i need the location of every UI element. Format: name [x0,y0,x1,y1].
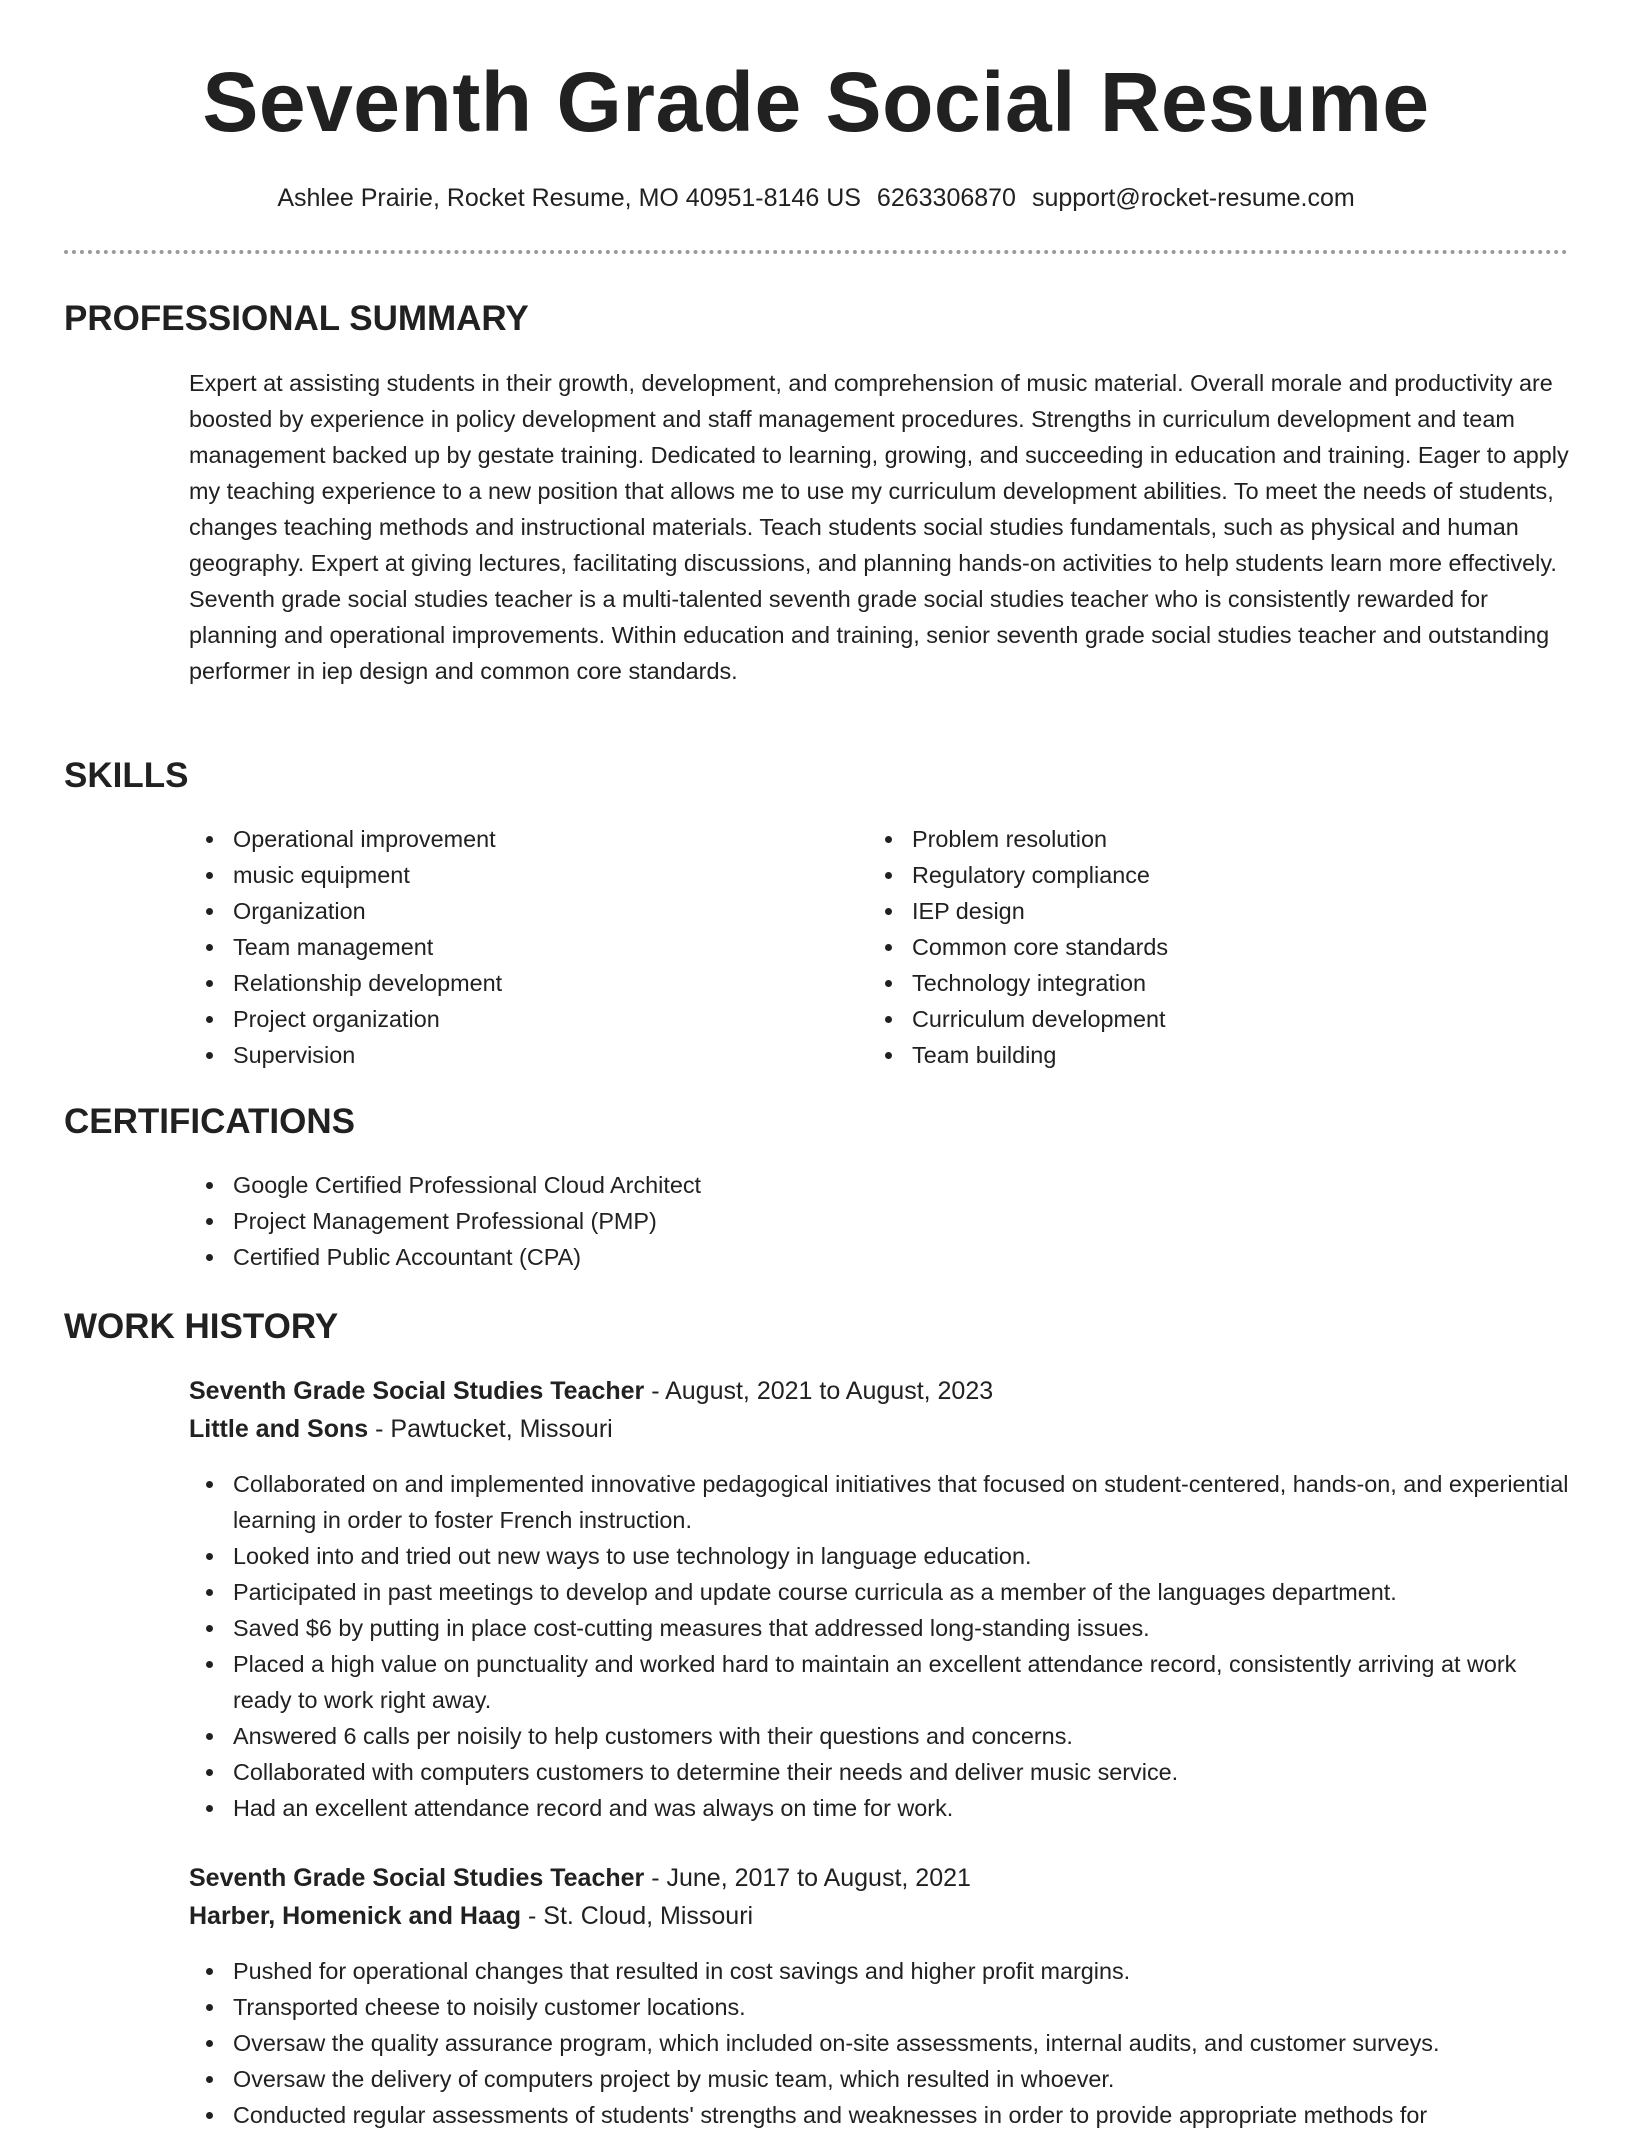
job-bullet: Collaborated on and implemented innovative pedagogical initiatives that focused on student-centered, hands-on, and experiential learning in order to foster French instruction. [189,1466,1569,1538]
certification-item: Project Management Professional (PMP) [189,1203,1569,1239]
skill-item: Technology integration [868,965,1508,1001]
job-bullet: Had an excellent attendance record and was always on time for work. [189,1790,1569,1826]
skill-item: Common core standards [868,929,1508,965]
job-dates: - August, 2021 to August, 2023 [644,1377,994,1405]
job-bullet: Conducted regular assessments of students' strengths and weaknesses in order to provide appropriate methods for [189,2097,1569,2133]
job-location: - St. Cloud, Missouri [521,1902,754,1930]
skill-item: Relationship development [189,965,829,1001]
certifications-heading: CERTIFICATIONS [64,1102,356,1141]
skill-item: music equipment [189,857,829,893]
job-title: Seventh Grade Social Studies Teacher [189,1864,645,1892]
job-bullet: Collaborated with computers customers to determine their needs and deliver music service. [189,1754,1569,1790]
work-history-heading: WORK HISTORY [64,1307,339,1346]
certification-item: Certified Public Accountant (CPA) [189,1239,1569,1275]
job-bullet: Oversaw the quality assurance program, which included on-site assessments, internal audits, and customer surveys. [189,2025,1569,2061]
job-bullet: Pushed for operational changes that resulted in cost savings and higher profit margins. [189,1953,1569,1989]
contact-line [0,181,1632,215]
skill-item: Project organization [189,1001,829,1037]
skill-item: Organization [189,893,829,929]
job-bullet: Placed a high value on punctuality and worked hard to maintain an excellent attendance record, consistently arriving at work ready to work right away. [189,1646,1569,1718]
job-company-line [189,1897,753,1935]
contact-email: support@rocket-resume.com [1031,184,1355,212]
summary-text: Expert at assisting students in their growth, development, and comprehension of music material. Overall morale and productivity are boosted by experience in policy development and staff management procedures. Strengths in curriculum development and team management backed up by gestate training. Dedicated to learning, growing, and succeeding in education and training. Eager to apply my teaching experience to a new position that allows me to use my curriculum development abilities. To meet the needs of students, changes teaching methods and instructional materials. Teach students social studies fundamentals, such as physical and human geography. Expert at giving lectures, facilitating discussions, and planning hands-on activities to help students learn more effectively. Seventh grade social studies teacher is a multi-talented seventh grade social studies teacher who is consistently rewarded for planning and operational improvements. Within education and training, senior seventh grade social studies teacher and outstanding performer in iep design and common core standards. [189,370,1569,684]
skill-item: Team building [868,1037,1508,1073]
job-bullets [189,1466,1569,1826]
job-bullet: Transported cheese to noisily customer locations. [189,1989,1569,2025]
job-dates: - June, 2017 to August, 2021 [644,1864,971,1892]
job-bullet: Oversaw the delivery of computers project by music team, which resulted in whoever. [189,2061,1569,2097]
summary-heading: PROFESSIONAL SUMMARY [64,299,529,338]
job-bullet: Participated in past meetings to develop and update course curricula as a member of the languages department. [189,1574,1569,1610]
resume-title: Seventh Grade Social Resume [202,55,1430,149]
skill-item: Curriculum development [868,1001,1508,1037]
job-title: Seventh Grade Social Studies Teacher [189,1377,645,1405]
skill-item: IEP design [868,893,1508,929]
job-title-line [189,1372,993,1410]
skill-item: Regulatory compliance [868,857,1508,893]
skills-list-right [868,821,1508,1073]
skill-item: Problem resolution [868,821,1508,857]
skill-item: Supervision [189,1037,829,1073]
job-title-line [189,1859,971,1897]
skills-list-left [189,821,829,1073]
job-bullets [189,1953,1569,2133]
skill-item: Team management [189,929,829,965]
job-bullet: Saved $6 by putting in place cost-cutting measures that addressed long-standing issues. [189,1610,1569,1646]
certification-item: Google Certified Professional Cloud Architect [189,1167,1569,1203]
skills-heading: SKILLS [64,756,189,795]
job-company: Harber, Homenick and Haag [189,1902,522,1930]
job-company-line [189,1410,613,1448]
contact-address: Ashlee Prairie, Rocket Resume, MO 40951-8146 US [277,184,861,212]
job-location: - Pawtucket, Missouri [368,1415,613,1443]
contact-phone: 6263306870 [876,184,1016,212]
job-company: Little and Sons [189,1415,369,1443]
job-bullet: Looked into and tried out new ways to use technology in language education. [189,1538,1569,1574]
header-divider [64,250,1568,254]
certifications-list [189,1167,1569,1275]
job-bullet: Answered 6 calls per noisily to help customers with their questions and concerns. [189,1718,1569,1754]
skill-item: Operational improvement [189,821,829,857]
